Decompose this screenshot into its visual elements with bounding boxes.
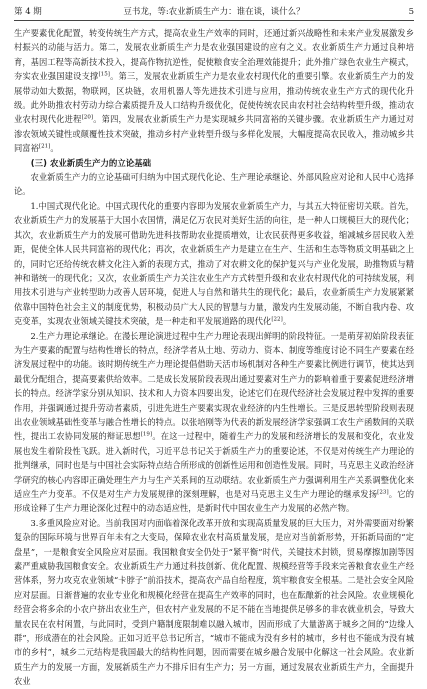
citation[interactable]: [20] [81, 114, 94, 121]
citation[interactable]: [22] [271, 316, 283, 323]
paragraph-continued: 生产要素优化配置，转变传统生产方式，提高农业生产效率的同时，还通过新兴战略性和未来产业发展激发乡村振兴的动能与活力。第二，发展农业新质生产力是农业强国建设的应有之义。农业新质生产力通过良种培育，基因工程等高新技术投入，提高作物抗逆性，促使粮食安全治理效能提升；此外推广绿色农业生产模式，夯实农业强国建设支撑[15]。第三，发展农业新质生产力是农业农村现代化的重要引擎。农业新质生产力的发展带动如大数据，物联网，区块链，农用机器人等先进技术引进与应用，推动传统农业生产方式的现代化升级。此外助推农村劳动力综合素质提升及人口结构升级优化，促使传统农民由农村社会结构转型升级，推动农业农村现代化进程[20]。第四，发展农业新质生产力是实现城乡共同富裕的关键步骤。农业新质生产力通过对渗农领域关键性或颠覆性技术突破，推动乡村产业转型升级与多样化发展，大幅度提高农民收入，推动城乡共同富裕[21]。 [14, 28, 415, 154]
paragraph: 2.生产力理论承继论。在漫长理论演进过程中生产力理论表现出鲜明的阶段特征。一是萌芽初始阶段表征为生产要素的配置与结构性增长的特点，经济学者从土地、劳动力、资本、制度等维度讨论不同生产要素在经济发展过程中的功能。该时期传统生产力理论提倡借助天活市场机制对各种生产要素比例进行调节，使其达到最优分配组合，提高要素供给效率。二是成长发展阶段表现出通过要素对生产力的影响着重于要素促进经济增长的特点。经济学家分别从知识、技术和人力资本四要出发，论述它们在现代经济社会发展过程中发挥的重要作用，并强调通过提升劳动者素质，引进先进生产要素实现农业经济的内生性增长。三是反思转型阶段则表现出农业领域基础性变革与融合性增长的特点。以张培刚等为代表的新发展经济学家强调工农生产函数间的关联性，提出工农协同发展的辩证思想[19]。在这一过程中，随着生产力的发展和经济增长的发展和变化，农业发展也发生着阶段性飞跃。进入新时代，习近平总书记关于新质生产力的重要论述，不仅是对传统生产力理论的批判继承，同时也是与中国社会实际特点结合所形成的创新性运用和创造性发展。同时，马克思主义政治经济学研究的核心内容即正确处理生产力与生产关系间的互动联结。农业新质生产力强调利用生产关系调整优化来适应生产力变革。不仅是对生产力发展规律的深刻理解，也是对马克思主义生产力理论的继承发扬[23]。它的形成诠释了生产力理论深化过程中的动态适应性，是新时代中国农业生产力发展的必然产物。 [14, 330, 414, 514]
citation[interactable]: [15] [98, 71, 110, 78]
article-body [14, 26, 414, 689]
paragraph: 1.中国式现代化论。中国式现代化的重要内容即为发展农业新质生产力，与其五大特征密切关联。首先，农业新质生产力的发展基于大国小农国情，满足亿万农民对美好生活的向往，是一种人口规模巨大的现代化；其次，农业新质生产力的发展可借助先进科技帮助农业提质增效，让农民获得更多收益，缩减城乡居民收入差距，促使全体人民共同富裕的现代化；再次，农业新质生产力是建立在生产、生活和生态等物质文明基础之上的，同时它还给传统农耕文化注入新的表现方式，推动了对农耕文化的保护复兴与产业化发展，助推物质与精神和谐统一的现代化；又次，农业新质生产力关注农业生产方式转型升级和农业农村现代化的可持续发展，利用技术引进与产业转型助力改善人居环境，促进人与自然和谐共生的现代化；最后，农业新质生产力发展紧紧依靠中国特色社会主义的制度优势，积极动员广大人民的智慧与力量，激发内生发展动能，不断自我内卷、攻克变革，实现农业领域关键技术突破，是一种走和平发展道路的现代化[22]。 [14, 200, 414, 327]
running-title: 豆书龙，等:农业新质生产力：谁在谈，谈什么？ [123, 7, 305, 17]
paragraph: 3.多重风险应对论。当前我国对内面临着深化改革开放和实现高质量发展的巨大压力，对外需要面对纷繁复杂的国际环境与世界百年未有之大变局，保障农业农村高质量发展，是应对当前新形势，开拓新局面的“定盘星”，一是粮食安全风险应对层面。我国粮食安全仍处于“紧平衡”时代，关键技术封锁，贸易摩擦加剧等因素严重威胁我国粮食安全。农业新质生产力通过科技创新、优化配置、规模经营等手段来完善粮食农业生产经营体系，努力攻克农业领域“卡脖子”前沿技术，提高农产品自给程度，筑牢粮食安全根基。二是社会安全风险应对层面。日渐普遍的农业专业化和规模化经营在提高生产效率的同时，也在酝酿新的社会风险。农业规模化经营会将多余的小农户挤出农业生产，但农村产业发展的不足不能在当地提供足够多的非农就业机会，导致大量农民在农村闲置，与此同时，受到户籍制度限制难以融入城市，因而形成了大量游离于城乡之间的“边缘人群”，形成潜在的社会风险。正如习近平总书记所言，“城市不能成为没有乡村的城市，乡村也不能成为没有城市的乡村”，城乡二元结构是我国最大的结构性问题，因而需要在城乡融合发展中化解这一社会风险。农业新质生产力的发展一方面，发展新质生产力不排斥旧有生产力；另一方面，通过发展农业新质生产力，全面提升农业 [14, 517, 414, 687]
citation[interactable]: [19] [140, 431, 153, 438]
running-header [14, 4, 414, 21]
page-number: 5 [408, 7, 414, 17]
issue-label: 第 4 期 [14, 7, 42, 17]
citation[interactable]: [23] [377, 489, 389, 496]
section-heading: (三) 农业新质生产力的立论基础 [30, 157, 152, 168]
citation[interactable]: [21] [38, 143, 51, 150]
paragraph: 农业新质生产力的立论基础可归纳为中国式现代化论、生产理论承继论、外部风险应对论和人民中心选择论。 [14, 172, 414, 197]
page [0, 4, 427, 687]
